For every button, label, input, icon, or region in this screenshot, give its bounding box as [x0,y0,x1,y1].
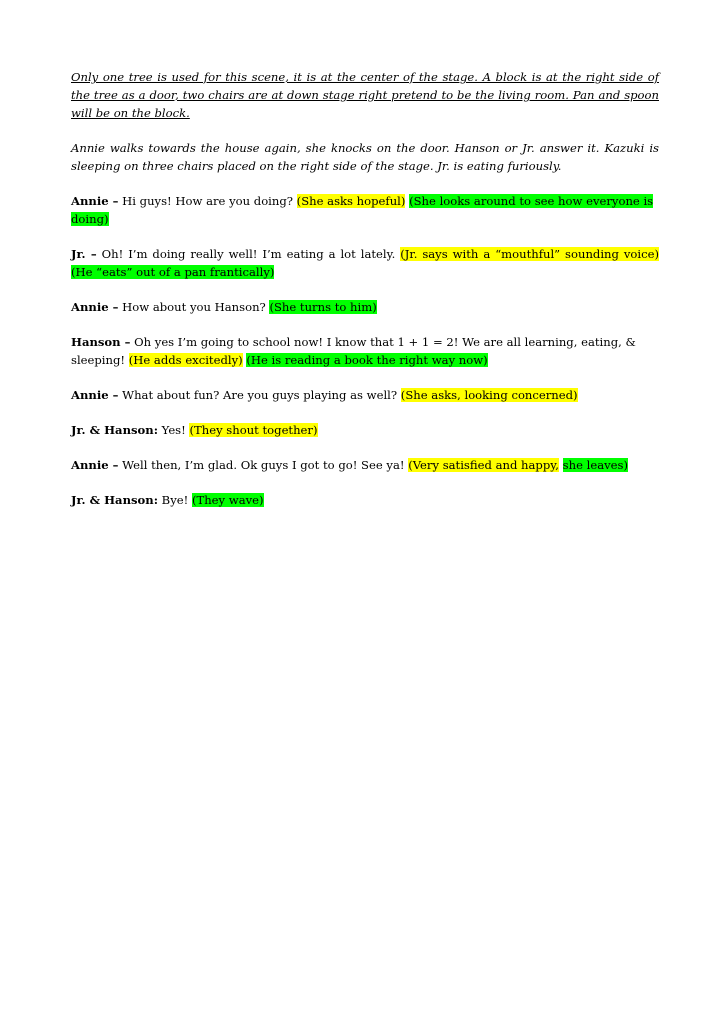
green-stage-note: she leaves) [562,458,628,472]
green-stage-note: (She looks around to see how everyone is doing) [71,194,654,226]
dialogue-line [71,456,659,474]
green-stage-note: (He “eats” out of a pan frantically) [71,265,275,279]
speaker-name: Annie – [71,458,119,472]
dialogue-text: Well then, I’m glad. Ok guys I got to go! See ya! [118,458,409,472]
speaker-name: Annie – [71,300,119,314]
yellow-stage-note: (They shout together) [189,423,318,437]
speaker-name: Annie – [71,388,119,402]
dialogue-text: Hi guys! How are you doing? [118,194,297,208]
green-stage-note: (He is reading a book the right way now) [246,353,488,367]
dialogue-text: Oh! I’m doing really well! I’m eating a lot lately. [96,247,401,261]
speaker-name: Annie – [71,194,119,208]
yellow-stage-note: (Very satisfied and happy, [408,458,559,472]
dialogue-line [71,298,659,316]
dialogue-text: Bye! [157,493,192,507]
speaker-name: Jr. & Hanson: [71,493,158,507]
dialogue-line [71,192,659,228]
green-stage-note: (She turns to him) [269,300,377,314]
dialogue-line [71,245,659,281]
dialogue-text: Yes! [157,423,190,437]
dialogue-line [71,491,659,509]
dialogue-line [71,421,659,439]
script-body [71,68,659,509]
stage-direction-setup: Only one tree is used for this scene, it is at the center of the stage. A block is at the right side of the tree as a door, two chairs are at down stage right pretend to be the living room. Pan and spoon will be on the block. [71,70,659,120]
yellow-stage-note: (She asks, looking concerned) [400,388,578,402]
dialogue-line [71,333,659,369]
yellow-stage-note: (She asks hopeful) [296,194,406,208]
stage-direction-intro: Annie walks towards the house again, she knocks on the door. Hanson or Jr. answer it. Kazuki is sleeping on three chairs placed on the right side of the stage. Jr. is eating furiously. [71,141,659,173]
dialogue-line [71,386,659,404]
yellow-stage-note: (He adds excitedly) [128,353,243,367]
speaker-name: Jr. & Hanson: [71,423,158,437]
speaker-name: Jr. – [71,247,97,261]
green-stage-note: (They wave) [191,493,264,507]
yellow-stage-note: (Jr. says with a “mouthful” sounding voice) [400,247,659,261]
speaker-name: Hanson – [71,335,131,349]
dialogue-text: How about you Hanson? [118,300,270,314]
dialogue-text: Oh yes I’m going to school now! I know that 1 + 1 = 2! We are all learning, eating, & sleeping! [71,335,636,367]
dialogue-text: What about fun? Are you guys playing as well? [118,388,401,402]
